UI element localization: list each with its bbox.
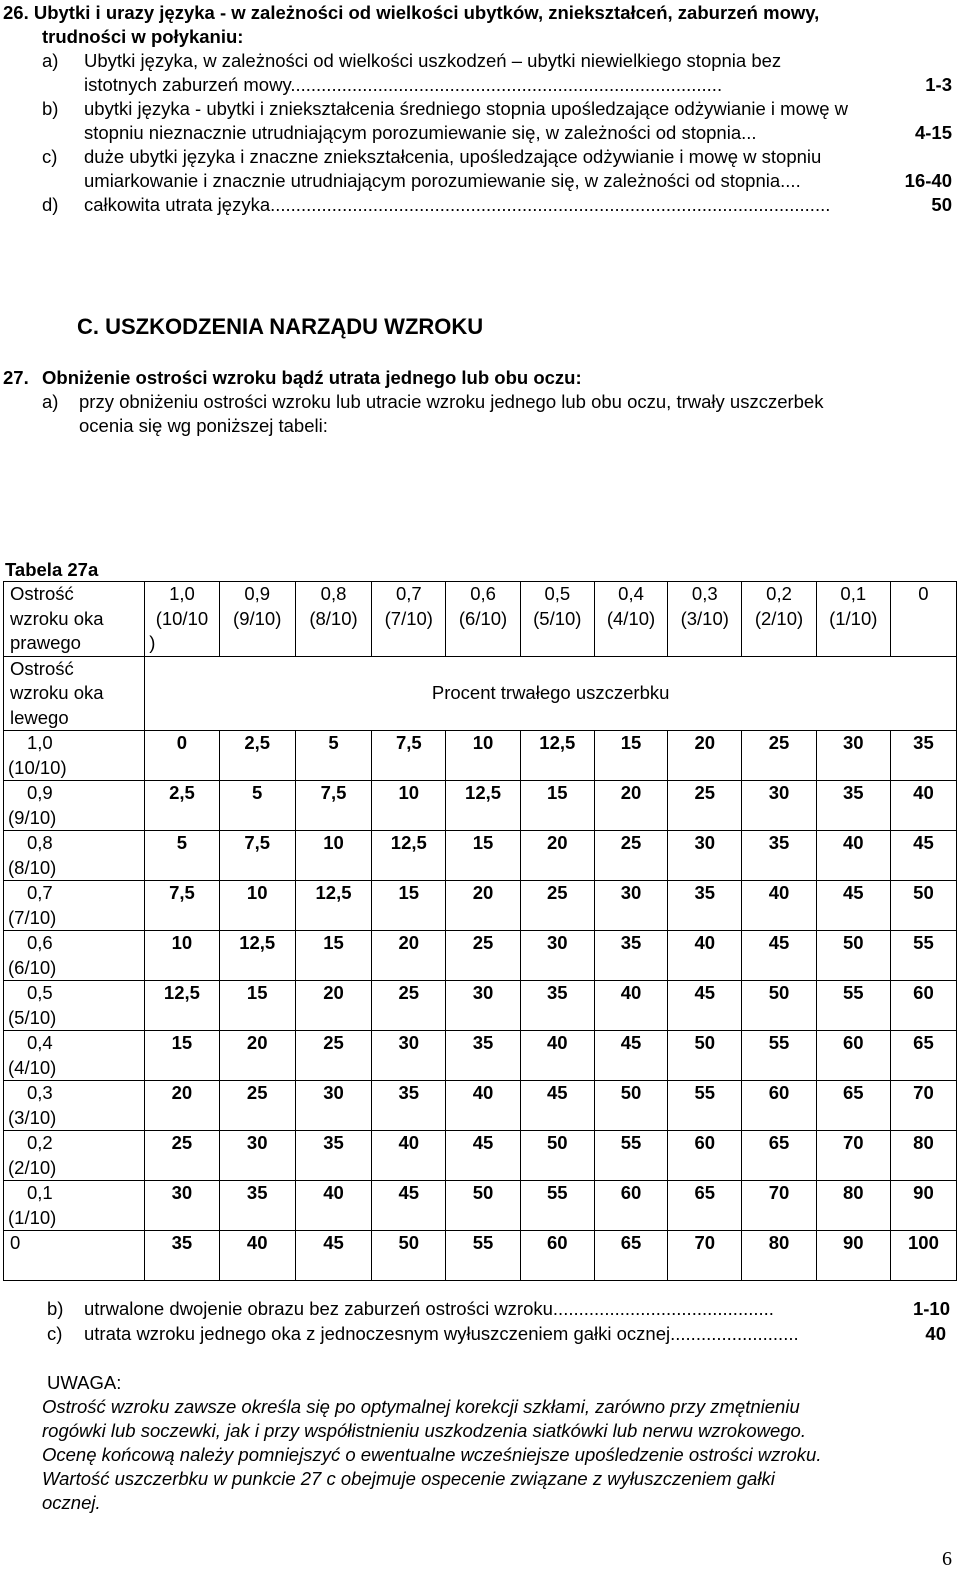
table-cell: 20 — [145, 1081, 219, 1131]
item-27a-text-cont: ocenia się wg poniższej tabeli: — [79, 415, 328, 436]
item-26c-value: 16-40 — [904, 170, 952, 191]
section-c-heading: C. USZKODZENIA NARZĄDU WZROKU — [77, 314, 484, 339]
item-26a-value: 1-3 — [925, 74, 952, 95]
col-header-value: 0,3 — [691, 583, 718, 604]
note-heading: UWAGA: — [47, 1372, 122, 1393]
item-26d-text: całkowita utrata języka............................................................................................................. — [84, 194, 831, 215]
table-cell: 2,5 — [219, 731, 295, 781]
table-cell: 15 — [594, 731, 667, 781]
table-cell: 40 — [594, 981, 667, 1031]
table-cell: 65 — [742, 1131, 816, 1181]
row-header — [4, 981, 145, 1031]
col-header-fraction: (9/10) — [233, 607, 282, 629]
col-header-fraction-cont: ) — [149, 632, 156, 653]
row-header — [4, 1131, 145, 1181]
table-row — [4, 781, 957, 831]
table-cell: 55 — [520, 1181, 594, 1231]
table-cell: 15 — [145, 1031, 219, 1081]
item-27b-label: b) — [47, 1298, 64, 1319]
table-cell: 45 — [890, 831, 956, 881]
row-header-value: 0,8 — [27, 832, 53, 853]
table-cell: 40 — [816, 831, 890, 881]
table-cell: 100 — [890, 1231, 956, 1281]
section-26-title: 26. Ubytki i urazy języka - w zależności od wielkości ubytków, zniekształceń, zaburzeń mowy, — [3, 2, 820, 23]
row-header-value: 0,6 — [27, 932, 53, 953]
col-header-value: 1,0 — [169, 583, 195, 604]
table-cell: 30 — [295, 1081, 371, 1131]
table-cell: 30 — [446, 981, 520, 1031]
table-cell: 60 — [816, 1031, 890, 1081]
table-cell: 45 — [816, 881, 890, 931]
table-cell: 20 — [446, 881, 520, 931]
row-header — [4, 1031, 145, 1081]
row-header-fraction: (8/10) — [8, 856, 57, 878]
row-header-value: 0 — [10, 1232, 21, 1253]
col-header-value: 0,2 — [766, 583, 792, 604]
table-cell: 35 — [594, 931, 667, 981]
row-header-fraction: (3/10) — [8, 1106, 57, 1128]
table-cell: 10 — [219, 881, 295, 931]
col-header-fraction: (5/10) — [533, 607, 582, 629]
table-cell: 40 — [295, 1181, 371, 1231]
table-cell: 60 — [890, 981, 956, 1031]
section-27-title: Obniżenie ostrości wzroku bądź utrata jednego lub obu oczu: — [42, 367, 582, 388]
row-header-fraction: (7/10) — [8, 906, 57, 928]
table-cell: 7,5 — [295, 781, 371, 831]
item-26c-text-cont: umiarkowanie i znacznie utrudniającym porozumiewanie się, w zależności od stopnia.... — [84, 170, 801, 191]
col-header-value: 0,9 — [244, 583, 271, 604]
table-cell: 7,5 — [372, 731, 446, 781]
item-26a-text-cont: istotnych zaburzeń mowy.................................................................................... — [84, 74, 723, 95]
table-cell: 30 — [668, 831, 742, 881]
table-row — [4, 1081, 957, 1131]
table-cell: 25 — [219, 1081, 295, 1131]
table-cell: 70 — [668, 1231, 742, 1281]
table-cell: 25 — [295, 1031, 371, 1081]
row-header-value: 0,9 — [27, 782, 53, 803]
table-cell: 70 — [890, 1081, 956, 1131]
table-cell: 80 — [742, 1231, 816, 1281]
row-header-value: 0,5 — [27, 982, 53, 1003]
table-subheader-row — [4, 656, 957, 731]
item-26b-text-cont: stopniu nieznacznie utrudniającym porozumiewanie się, w zależności od stopnia... — [84, 122, 757, 143]
col-header-9 — [816, 582, 890, 657]
table-cell: 40 — [520, 1031, 594, 1081]
table-cell: 45 — [742, 931, 816, 981]
page-number: 6 — [942, 1548, 952, 1570]
table-cell: 45 — [594, 1031, 667, 1081]
col-header-fraction: (8/10) — [309, 607, 358, 629]
col-header-7 — [668, 582, 742, 657]
table-cell: 5 — [145, 831, 219, 881]
item-26b-value: 4-15 — [914, 122, 952, 143]
col-header-5 — [520, 582, 594, 657]
table-cell: 15 — [520, 781, 594, 831]
table-row — [4, 1181, 957, 1231]
corner-left-eye — [4, 656, 145, 731]
table-cell: 5 — [219, 781, 295, 831]
table-cell: 30 — [520, 931, 594, 981]
col-header-8 — [742, 582, 816, 657]
table-cell: 50 — [520, 1131, 594, 1181]
note-line-2: rogówki lub soczewki, jak i przy współistnieniu uszkodzenia siatkówki lub nerwu wzrokowego. — [42, 1420, 806, 1441]
col-header-fraction: (6/10) — [458, 607, 508, 629]
table-cell: 30 — [372, 1031, 446, 1081]
table-cell: 55 — [890, 931, 956, 981]
item-27b-value: 1-10 — [912, 1298, 950, 1319]
col-header-value: 0,5 — [544, 583, 571, 604]
item-26d-label: d) — [42, 194, 59, 215]
col-header-value: 0,4 — [618, 583, 644, 604]
table-cell: 15 — [446, 831, 520, 881]
col-header-value: 0,6 — [470, 583, 496, 604]
note-line-4: Wartość uszczerbku w punkcie 27 c obejmuje ospecenie związane z wyłuszczeniem gałki — [42, 1468, 775, 1489]
col-header-fraction: (1/10) — [829, 607, 878, 629]
row-header-fraction: (10/10) — [8, 756, 67, 778]
table-cell: 20 — [594, 781, 667, 831]
table-cell: 55 — [742, 1031, 816, 1081]
table-cell: 50 — [594, 1081, 667, 1131]
table-row — [4, 981, 957, 1031]
row-header-value: 0,1 — [27, 1182, 53, 1203]
table-cell: 45 — [295, 1231, 371, 1281]
item-27c-label: c) — [47, 1323, 63, 1344]
corner-right-line2: wzroku oka — [10, 607, 104, 629]
table-cell: 50 — [890, 881, 956, 931]
col-header-value: 0,8 — [320, 583, 347, 604]
table-cell: 50 — [816, 931, 890, 981]
table-cell: 15 — [295, 931, 371, 981]
col-header-fraction: (3/10) — [680, 607, 729, 629]
row-header-fraction: (4/10) — [8, 1056, 57, 1078]
table-row — [4, 881, 957, 931]
table-cell: 35 — [520, 981, 594, 1031]
table-cell: 20 — [668, 731, 742, 781]
table-cell: 80 — [890, 1131, 956, 1181]
percent-header: Procent trwałego uszczerbku — [145, 656, 957, 731]
row-header — [4, 931, 145, 981]
table-cell: 40 — [742, 881, 816, 931]
table-cell: 55 — [816, 981, 890, 1031]
item-27a-text: przy obniżeniu ostrości wzroku lub utracie wzroku jednego lub obu oczu, trwały uszczerbek — [79, 391, 824, 412]
table-header-row — [4, 582, 957, 657]
corner-right-eye — [4, 582, 145, 657]
table-row — [4, 731, 957, 781]
item-27c-value: 40 — [925, 1323, 946, 1344]
col-header-fraction: (7/10) — [384, 607, 433, 629]
col-header-6 — [594, 582, 667, 657]
section-26-title-cont: trudności w połykaniu: — [42, 26, 244, 47]
table-cell: 90 — [816, 1231, 890, 1281]
col-header-3 — [372, 582, 446, 657]
table-cell: 40 — [219, 1231, 295, 1281]
row-header — [4, 731, 145, 781]
item-26d-value: 50 — [931, 194, 952, 215]
corner-left-line1: Ostrość — [10, 657, 74, 679]
row-header-fraction: (1/10) — [8, 1206, 57, 1228]
row-header — [4, 781, 145, 831]
table-cell: 35 — [145, 1231, 219, 1281]
table-cell: 25 — [145, 1131, 219, 1181]
table-cell: 50 — [742, 981, 816, 1031]
table-cell: 5 — [295, 731, 371, 781]
table-cell: 7,5 — [145, 881, 219, 931]
table-cell: 30 — [219, 1131, 295, 1181]
row-header-value: 0,3 — [27, 1082, 53, 1103]
table-cell: 70 — [816, 1131, 890, 1181]
table-cell: 35 — [742, 831, 816, 881]
table-cell: 12,5 — [145, 981, 219, 1031]
row-header-fraction: (2/10) — [8, 1156, 57, 1178]
item-26a-label: a) — [42, 50, 59, 71]
table-cell: 25 — [520, 881, 594, 931]
table-cell: 2,5 — [145, 781, 219, 831]
col-header-value: 0,7 — [395, 583, 422, 604]
table-cell: 35 — [668, 881, 742, 931]
table-cell: 35 — [295, 1131, 371, 1181]
table-row — [4, 1231, 957, 1281]
row-header — [4, 1231, 145, 1281]
row-header-fraction: (6/10) — [8, 956, 57, 978]
table-cell: 20 — [520, 831, 594, 881]
table-cell: 25 — [446, 931, 520, 981]
table-cell: 50 — [372, 1231, 446, 1281]
item-26c-text: duże ubytki języka i znaczne zniekształcenia, upośledzające odżywianie i mowę w stopniu — [84, 146, 822, 167]
item-26b-label: b) — [42, 98, 59, 119]
row-header-fraction: (5/10) — [8, 1006, 57, 1028]
col-header-value: 0 — [918, 583, 929, 604]
table-cell: 0 — [145, 731, 219, 781]
table-cell: 45 — [446, 1131, 520, 1181]
row-header-fraction: (9/10) — [8, 806, 57, 828]
table-cell: 55 — [446, 1231, 520, 1281]
col-header-1 — [219, 582, 295, 657]
table-cell: 35 — [219, 1181, 295, 1231]
table-cell: 25 — [372, 981, 446, 1031]
corner-left-line2: wzroku oka — [10, 682, 104, 703]
table-cell: 45 — [668, 981, 742, 1031]
table-cell: 40 — [446, 1081, 520, 1131]
table-cell: 20 — [295, 981, 371, 1031]
col-header-fraction: (4/10) — [606, 607, 656, 629]
item-26c-label: c) — [42, 146, 58, 167]
table-cell: 80 — [816, 1181, 890, 1231]
row-header-value: 0,4 — [27, 1032, 53, 1053]
table-cell: 20 — [372, 931, 446, 981]
table-cell: 12,5 — [446, 781, 520, 831]
row-header — [4, 881, 145, 931]
table-cell: 10 — [295, 831, 371, 881]
row-header-value: 0,2 — [27, 1132, 53, 1153]
table-cell: 40 — [372, 1131, 446, 1181]
table-cell: 35 — [816, 781, 890, 831]
col-header-value: 0,1 — [840, 583, 867, 604]
table-cell: 30 — [816, 731, 890, 781]
item-26a-text: Ubytki języka, w zależności od wielkości uszkodzeń – ubytki niewielkiego stopnia bez — [84, 50, 782, 71]
table-cell: 60 — [520, 1231, 594, 1281]
table-cell: 65 — [890, 1031, 956, 1081]
acuity-table — [3, 581, 957, 1281]
table-cell: 12,5 — [295, 881, 371, 931]
table-cell: 20 — [219, 1031, 295, 1081]
table-cell: 45 — [520, 1081, 594, 1131]
table-cell: 35 — [890, 731, 956, 781]
table-cell: 25 — [742, 731, 816, 781]
table-cell: 12,5 — [372, 831, 446, 881]
table-cell: 10 — [145, 931, 219, 981]
row-header-value: 1,0 — [27, 732, 53, 753]
table-cell: 55 — [668, 1081, 742, 1131]
col-header-fraction: (2/10) — [754, 607, 804, 629]
row-header — [4, 1181, 145, 1231]
corner-right-line1: Ostrość — [10, 583, 74, 604]
item-26b-text: ubytki języka - ubytki i zniekształcenia średniego stopnia upośledzające odżywianie i mowę w — [84, 98, 849, 119]
table-cell: 55 — [594, 1131, 667, 1181]
table-cell: 35 — [446, 1031, 520, 1081]
item-27c-text: utrata wzroku jednego oka z jednoczesnym wyłuszczeniem gałki ocznej......................... — [84, 1323, 799, 1344]
table-cell: 70 — [742, 1181, 816, 1231]
section-27-number: 27. — [3, 367, 29, 388]
table-cell: 40 — [890, 781, 956, 831]
col-header-0 — [145, 582, 219, 657]
table-cell: 15 — [372, 881, 446, 931]
table-cell: 50 — [446, 1181, 520, 1231]
table-cell: 60 — [594, 1181, 667, 1231]
table-cell: 25 — [594, 831, 667, 881]
table-cell: 12,5 — [219, 931, 295, 981]
table-cell: 12,5 — [520, 731, 594, 781]
table-row — [4, 1031, 957, 1081]
table-cell: 65 — [668, 1181, 742, 1231]
row-header — [4, 1081, 145, 1131]
table-cell: 65 — [594, 1231, 667, 1281]
table-row — [4, 831, 957, 881]
table-cell: 10 — [372, 781, 446, 831]
table-row — [4, 1131, 957, 1181]
item-27a-label: a) — [42, 391, 59, 412]
table-cell: 30 — [594, 881, 667, 931]
note-line-5: ocznej. — [42, 1492, 101, 1513]
item-27b-text: utrwalone dwojenie obrazu bez zaburzeń ostrości wzroku........................................... — [84, 1298, 774, 1319]
table-cell: 40 — [668, 931, 742, 981]
corner-left-line3: lewego — [10, 706, 69, 728]
table-cell: 30 — [145, 1181, 219, 1231]
table-cell: 10 — [446, 731, 520, 781]
row-header-value: 0,7 — [27, 882, 53, 903]
table-cell: 65 — [816, 1081, 890, 1131]
table-cell: 15 — [219, 981, 295, 1031]
table-row — [4, 931, 957, 981]
note-line-1: Ostrość wzroku zawsze określa się po optymalnej korekcji szkłami, zarówno przy zmętnieniu — [42, 1396, 800, 1417]
col-header-10 — [890, 582, 956, 657]
table-cell: 60 — [742, 1081, 816, 1131]
table-cell: 7,5 — [219, 831, 295, 881]
note-line-3: Ocenę końcową należy pomniejszyć o ewentualne wcześniejsze upośledzenie ostrości wzroku. — [42, 1444, 822, 1465]
table-cell: 45 — [372, 1181, 446, 1231]
col-header-4 — [446, 582, 520, 657]
table-cell: 90 — [890, 1181, 956, 1231]
col-header-2 — [295, 582, 371, 657]
table-cell: 35 — [372, 1081, 446, 1131]
corner-right-line3: prawego — [10, 632, 81, 653]
col-header-fraction: (10/10 — [155, 607, 209, 629]
table-cell: 30 — [742, 781, 816, 831]
table-cell: 50 — [668, 1031, 742, 1081]
row-header — [4, 831, 145, 881]
table-caption: Tabela 27a — [5, 559, 99, 580]
table-cell: 25 — [668, 781, 742, 831]
table-cell: 60 — [668, 1131, 742, 1181]
